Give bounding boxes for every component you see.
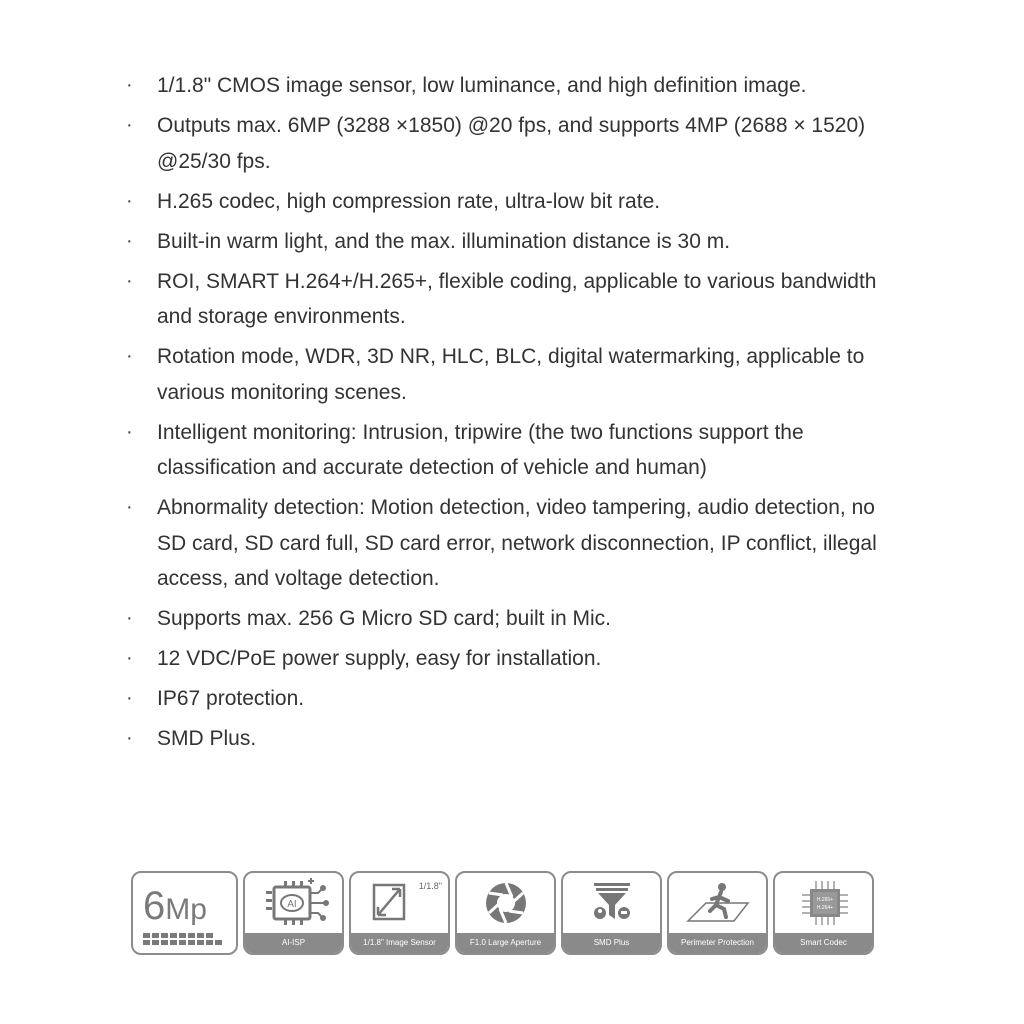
bullet: · (126, 687, 133, 709)
badge-label: Smart Codec (775, 933, 872, 953)
badge-aperture (455, 871, 556, 955)
feature-text: SMD Plus. (157, 727, 257, 750)
badge-perimeter (667, 871, 768, 955)
mp-number: 6 (143, 884, 166, 928)
ai-chip-icon (254, 875, 334, 931)
mp-suffix: Mp (165, 893, 207, 926)
ai-chip-text: AI (286, 899, 297, 910)
feature-text: Abnormality detection: Motion detection, video tampering, audio detection, no SD card, SD card full, SD card error, network disconnection, IP conflict, illegal access, and voltage detection. (157, 496, 877, 590)
feature-item (126, 721, 886, 757)
badge-ai-isp (243, 871, 344, 955)
aperture-icon (478, 875, 534, 931)
badge-smd-plus (561, 871, 662, 955)
feature-text: Intelligent monitoring: Intrusion, tripwire (the two functions support the classification and accurate detection of vehicle and human) (157, 420, 804, 479)
feature-item (126, 184, 886, 220)
bullet: · (126, 345, 133, 367)
codec-chip-text-1: H.265+ (816, 897, 833, 903)
feature-item (126, 264, 886, 335)
feature-list (126, 68, 886, 761)
badge-label: Perimeter Protection (669, 933, 766, 953)
sensor-size-text: 1/1.8" (418, 881, 442, 891)
bullet: · (126, 114, 133, 136)
feature-item (126, 339, 886, 410)
feature-text: 12 VDC/PoE power supply, easy for installation. (157, 647, 602, 670)
feature-item (126, 224, 886, 260)
bullet: · (126, 269, 133, 292)
feature-text: ROI, SMART H.264+/H.265+, flexible coding, applicable to various bandwidth and storage environments. (157, 269, 877, 328)
bullet: · (126, 727, 133, 749)
badge-6mp (131, 871, 238, 955)
feature-item (126, 68, 886, 104)
bullet: · (126, 496, 133, 518)
bullet: · (126, 74, 133, 96)
feature-text: Rotation mode, WDR, 3D NR, HLC, BLC, digital watermarking, applicable to various monitoring scenes. (157, 345, 865, 404)
badge-label: F1.0 Large Aperture (457, 933, 554, 953)
bullet: · (126, 189, 133, 212)
feature-text: 1/1.8" CMOS image sensor, low luminance, and high definition image. (157, 74, 807, 97)
feature-item (126, 108, 886, 179)
feature-text: H.265 codec, high compression rate, ultra-low bit rate. (157, 189, 661, 213)
badge-smart-codec (773, 871, 874, 955)
badge-image-sensor (349, 871, 450, 955)
bullet: · (126, 607, 133, 629)
feature-item (126, 490, 886, 597)
pixel-grid-icon (143, 933, 222, 945)
feature-item (126, 641, 886, 677)
bullet: · (126, 647, 133, 669)
feature-text: Built-in warm light, and the max. illumination distance is 30 m. (157, 229, 731, 253)
codec-chip-text-2: H.264+ (816, 905, 833, 911)
feature-text: Outputs max. 6MP (3288 ×1850) @20 fps, and supports 4MP (2688 × 1520) @25/30 fps. (157, 114, 866, 173)
feature-item (126, 415, 886, 486)
perimeter-walker-icon (678, 875, 758, 931)
bullet: · (126, 420, 133, 443)
feature-badges (131, 871, 874, 955)
codec-chip-icon (794, 875, 854, 931)
feature-text: Supports max. 256 G Micro SD card; built in Mic. (157, 607, 611, 630)
badge-label: 1/1.8" Image Sensor (351, 933, 448, 953)
badge-label: AI-ISP (245, 933, 342, 953)
bullet: · (126, 229, 133, 252)
smd-funnel-icon (582, 875, 642, 931)
mp-icon (133, 873, 236, 953)
feature-text: IP67 protection. (157, 687, 305, 710)
feature-item (126, 601, 886, 637)
feature-item (126, 681, 886, 717)
badge-label: SMD Plus (563, 933, 660, 953)
